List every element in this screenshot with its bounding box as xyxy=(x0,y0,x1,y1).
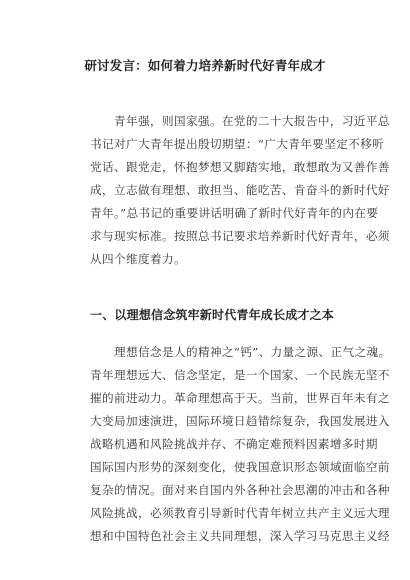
text-line: 战略机遇和风险挑战并存、不确定难预料因素增多时期 xyxy=(90,437,378,451)
text-line: 青年强，则国家强。在党的二十大报告中，习近平总 xyxy=(90,114,390,128)
text-line: 党话、跟党走，怀抱梦想又脚踏实地，敢想敢为又善作善 xyxy=(90,160,390,174)
text-line: 青年理想远大、信念坚定，是一个国家、一个民族无坚不 xyxy=(90,368,390,382)
text-line: 书记对广大青年提出殷切期望：“广大青年要坚定不移听 xyxy=(90,137,385,151)
text-line: 从四个维度着力。 xyxy=(90,252,186,266)
section-paragraph xyxy=(90,341,391,548)
section-heading: 一、以理想信念筑牢新时代青年成长成才之本 xyxy=(90,308,335,322)
text-line: 想和中国特色社会主义共同理想，深入学习马克思主义经 xyxy=(90,529,390,543)
document-title: 研讨发言：如何着力培养新时代好青年成才 xyxy=(84,58,326,73)
text-line: 复杂的情况。面对来自国内外各种社会思潮的冲击和各种 xyxy=(90,483,390,497)
text-line: 青年。”总书记的重要讲话明确了新时代好青年的内在要 xyxy=(90,206,379,220)
text-line: 成，立志做有理想、敢担当、能吃苦、肯奋斗的新时代好 xyxy=(90,183,390,197)
text-line: 风险挑战，必须教育引导新时代青年树立共产主义远大理 xyxy=(90,506,390,520)
text-line: 摧的前进动力。革命理想高于天。当前，世界百年未有之 xyxy=(90,391,390,405)
text-line: 求与现实标准。按照总书记要求培养新时代好青年，必须 xyxy=(90,229,390,243)
text-line: 国际国内形势的深刻变化，使我国意识形态领域面临空前 xyxy=(90,460,390,474)
text-line: 理想信念是人的精神之“钙”、力量之源、正气之魂。 xyxy=(90,345,391,359)
text-line: 大变局加速演进，国际环境日趋错综复杂，我国发展进入 xyxy=(90,414,390,428)
intro-paragraph xyxy=(90,110,390,271)
